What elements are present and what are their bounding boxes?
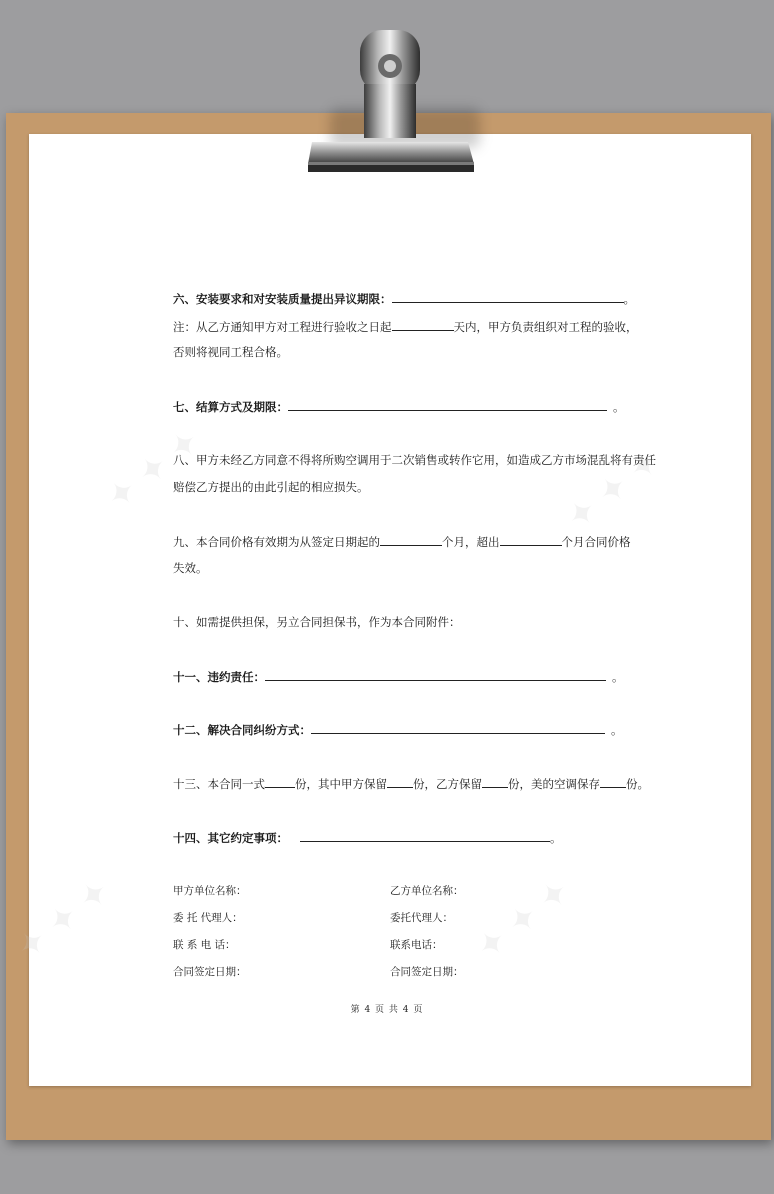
blank-field	[500, 534, 562, 546]
section-13-c: 份，乙方保留	[413, 777, 482, 791]
page-number: 第 4 页 共 4 页	[350, 1005, 424, 1015]
section-13-line	[173, 776, 649, 791]
watermark-logo: ✦ ✦ ✦	[9, 871, 119, 969]
section-11-end: 。	[612, 670, 624, 684]
section-9-line	[173, 534, 631, 549]
watermark-logo: ✦ ✦ ✦	[469, 871, 579, 969]
section-14-label: 十四、其它约定事项：	[173, 831, 288, 845]
section-12-end: 。	[611, 723, 623, 737]
section-6-note	[173, 319, 638, 334]
section-6-note-b: 天内，甲方负责组织对工程的验收，	[453, 320, 638, 334]
party-a-phone-label: 联 系 电 话：	[173, 939, 236, 951]
blank-field	[311, 722, 605, 734]
section-11-line	[173, 669, 624, 684]
section-12-label: 十二、解决合同纠纷方式：	[173, 723, 311, 737]
section-8-line1: 八、甲方未经乙方同意不得将所购空调用于二次销售或转作它用，如造成乙方市场混乱将有责任	[173, 453, 656, 467]
blank-field	[600, 776, 626, 788]
blank-field	[265, 669, 606, 681]
section-7-line	[173, 399, 625, 414]
blank-field	[387, 776, 413, 788]
party-b-phone-label: 联系电话：	[390, 939, 443, 951]
section-13-b: 份，其中甲方保留	[295, 777, 387, 791]
party-b-name-label: 乙方单位名称：	[390, 885, 464, 897]
section-10-text: 十、如需提供担保，另立合同担保书，作为本合同附件：	[173, 615, 461, 629]
binder-clip-icon	[300, 24, 480, 179]
section-12-line	[173, 722, 623, 737]
section-6-end: 。	[623, 292, 635, 306]
section-6-note-c: 否则将视同工程合格。	[173, 345, 288, 359]
blank-field	[300, 830, 550, 842]
section-14-line	[173, 830, 562, 845]
section-14-end: 。	[550, 831, 562, 845]
section-9-c: 个月合同价格	[561, 535, 631, 549]
section-13-a: 十三、本合同一式	[173, 777, 265, 791]
party-a-date-label: 合同签定日期：	[173, 966, 247, 978]
watermark-logo: ✦ ✦ ✦	[559, 441, 669, 539]
section-6-label: 六、安装要求和对安装质量提出异议期限：	[173, 292, 392, 306]
blank-field	[392, 319, 454, 331]
section-13-e: 份。	[626, 777, 649, 791]
section-7-end: 。	[613, 400, 625, 414]
section-7-label: 七、结算方式及期限：	[173, 400, 288, 414]
blank-field	[265, 776, 295, 788]
section-8-line2: 赔偿乙方提出的由此引起的相应损失。	[173, 480, 369, 494]
party-a-name-label: 甲方单位名称：	[173, 885, 247, 897]
section-6-line	[173, 291, 635, 306]
section-11-label: 十一、违约责任：	[173, 670, 265, 684]
blank-field	[392, 291, 624, 303]
section-9-a: 九、本合同价格有效期为从签定日期起的	[173, 535, 380, 549]
watermark-logo: ✦ ✦ ✦	[99, 421, 209, 519]
section-13-d: 份，美的空调保存	[508, 777, 600, 791]
party-a-agent-label: 委 托 代理人：	[173, 912, 243, 924]
party-b-date-label: 合同签定日期：	[390, 966, 464, 978]
blank-field	[288, 399, 607, 411]
blank-field	[482, 776, 508, 788]
blank-field	[380, 534, 442, 546]
section-6-note-a: 注：从乙方通知甲方对工程进行验收之日起	[173, 320, 392, 334]
section-9-d: 失效。	[173, 561, 208, 575]
section-9-b: 个月，超出	[442, 535, 500, 549]
party-b-agent-label: 委托代理人：	[390, 912, 453, 924]
